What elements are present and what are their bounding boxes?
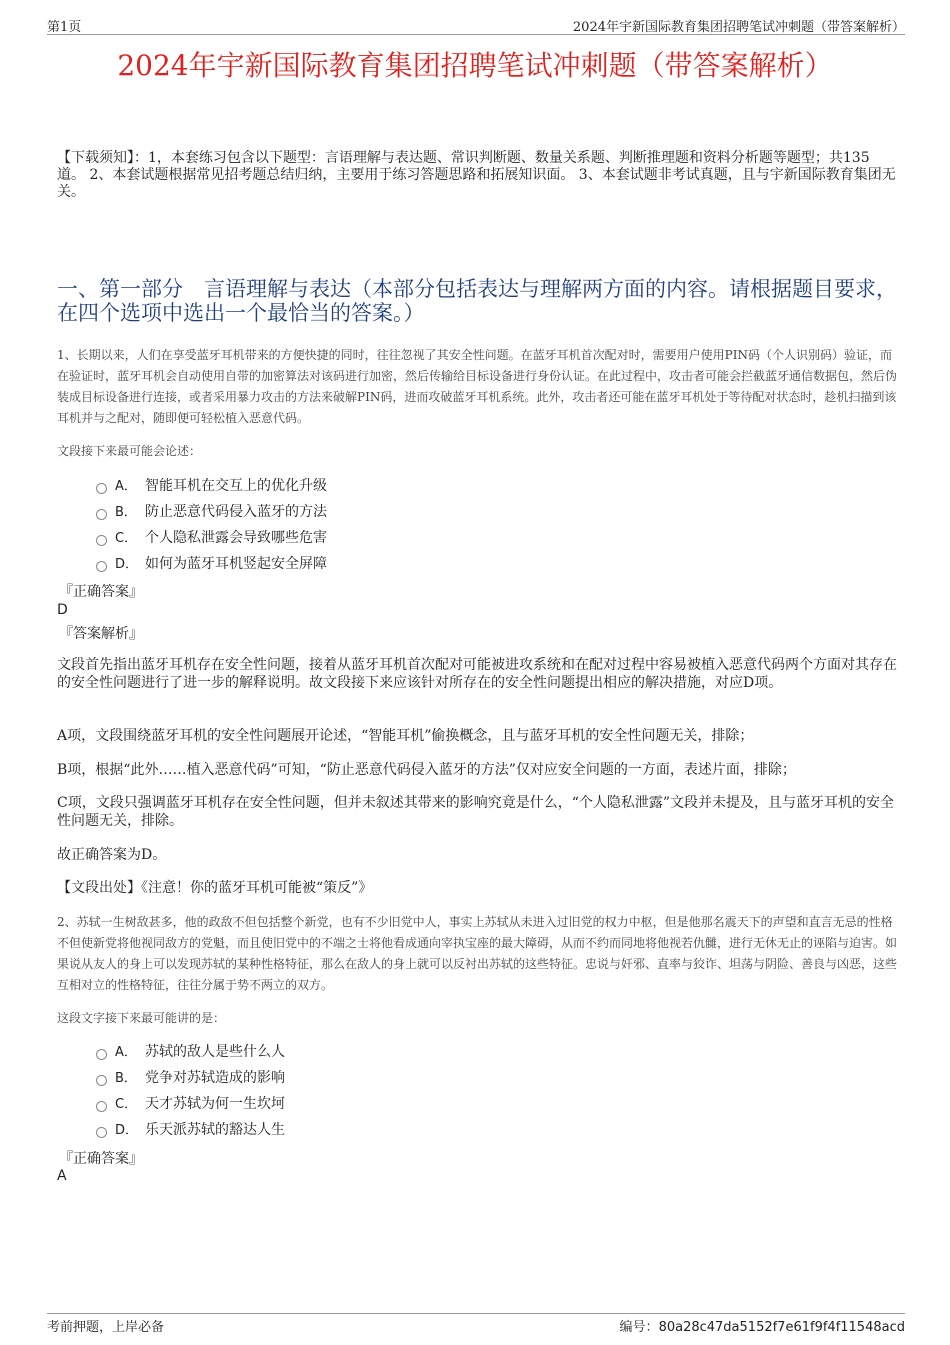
page-number: 第1页: [47, 20, 82, 35]
page-title: 2024年宇新国际教育集团招聘笔试冲刺题（带答案解析）: [117, 49, 833, 82]
question-2-answer-label: 『正确答案』: [59, 1151, 143, 1167]
analysis-paragraph: B项，根据“此外……植入恶意代码”可知，“防止恶意代码侵入蓝牙的方法”仅对应安全问题的一方面，表述片面，排除；: [57, 762, 796, 778]
radio-icon[interactable]: [96, 509, 107, 520]
radio-icon[interactable]: [96, 561, 107, 572]
question-1-prompt: 文段接下来最可能会论述：: [57, 444, 202, 458]
analysis-paragraph: A项，文段围绕蓝牙耳机的安全性问题展开论述，“智能耳机”偷换概念，且与蓝牙耳机的安全性问题无关，排除；: [57, 728, 754, 744]
question-2-option-a[interactable]: A． 苏轼的敌人是些什么人: [96, 1042, 285, 1063]
question-2-option-b[interactable]: B． 党争对苏轼造成的影响: [96, 1068, 285, 1089]
radio-icon[interactable]: [96, 483, 107, 494]
question-2-option-c[interactable]: C． 天才苏轼为何一生坎坷: [96, 1094, 285, 1115]
question-2-answer: A: [57, 1168, 67, 1184]
question-2-text: 2、苏轼一生树敌甚多，他的政敌不但包括整个新党，也有不少旧党中人，事实上苏轼从未进入过旧党的权力中枢，但是他那名震天下的声望和直言无忌的性格不但使新党将他视同敌方的党魁，而且使旧党中的不端之士将他看成通向宰执宝座的最大障碍，从而不约而同地将他视若仇雠，进行无休无止的诬陷与迫害。如果说从友人的身上可以发现苏轼的某种性格特征，那么在敌人的身上就可以反衬出苏轼的这些特征。忠说与奸邪、直率与狡诈、坦荡与阴险、善良与凶恶，这些互相对立的性格特征，往往分属于势不两立的双方。: [57, 915, 898, 992]
header-doc-title: 2024年宇新国际教育集团招聘笔试冲刺题（带答案解析）: [572, 20, 905, 35]
analysis-paragraph: 故正确答案为D。: [57, 847, 167, 863]
download-notice: 【下载须知】：1，本套练习包含以下题型：言语理解与表达题、常识判断题、数量关系题、判断推理题和资料分析题等题型；共135道。 2、本套试题根据常见招考题总结归纳，主要用于练习答题思路和拓展知识面。 3、本套试题非考试真题，且与宇新国际教育集团无关。: [57, 150, 896, 200]
question-2-prompt: 这段文字接下来最可能讲的是：: [57, 1011, 226, 1025]
question-2-option-d[interactable]: D． 乐天派苏轼的豁达人生: [96, 1120, 285, 1141]
question-1-option-a[interactable]: A． 智能耳机在交互上的优化升级: [96, 476, 327, 497]
analysis-paragraph: C项，文段只强调蓝牙耳机存在安全性问题，但并未叙述其带来的影响究竟是什么，“个人隐私泄露”文段并未提及，且与蓝牙耳机的安全性问题无关，排除。: [57, 795, 895, 829]
question-1-answer-label: 『正确答案』: [59, 584, 143, 600]
analysis-paragraph: 文段首先指出蓝牙耳机存在安全性问题，接着从蓝牙耳机首次配对可能被进攻系统和在配对过程中容易被植入恶意代码两个方面对其存在的安全性问题进行了进一步的解释说明。故文段接下来应该针对所存在的安全性问题提出相应的解决措施，对应D项。: [57, 657, 897, 691]
source-citation: 【文段出处】《注意！你的蓝牙耳机可能被“策反”》: [57, 880, 373, 896]
footer-slogan: 考前押题，上岸必备: [47, 1320, 165, 1335]
section-title: 一、第一部分 言语理解与表达（本部分包括表达与理解两方面的内容。请根据题目要求，在四个选项中选出一个最恰当的答案。）: [57, 277, 897, 325]
question-1-option-b[interactable]: B． 防止恶意代码侵入蓝牙的方法: [96, 502, 327, 523]
page-footer: [47, 1313, 905, 1340]
question-1-text: 1、长期以来，人们在享受蓝牙耳机带来的方便快捷的同时，往往忽视了其安全性问题。在蓝牙耳机首次配对时，需要用户使用PIN码（个人识别码）验证，而在验证时，蓝牙耳机会自动使用自带的加密算法对该码进行加密，然后传输给目标设备进行身份认证。在此过程中，攻击者可能会拦截蓝牙通信数据包，然后伪装成目标设备进行连接，或者采用暴力攻击的方法来破解PIN码，进而攻破蓝牙耳机系统。此外，攻击者还可能在蓝牙耳机处于等待配对状态时，趁机扫描到该耳机并与之配对，随即便可轻松植入恶意代码。: [57, 348, 898, 425]
radio-icon[interactable]: [96, 535, 107, 546]
footer-code: 编号：80a28c47da5152f7e61f9f4f11548acd: [619, 1320, 905, 1335]
question-1-option-c[interactable]: C． 个人隐私泄露会导致哪些危害: [96, 528, 327, 549]
radio-icon[interactable]: [96, 1101, 107, 1112]
question-1-analysis-label: 『答案解析』: [59, 626, 143, 642]
page-header: [47, 14, 905, 35]
radio-icon[interactable]: [96, 1127, 107, 1138]
radio-icon[interactable]: [96, 1075, 107, 1086]
question-1-answer: D: [57, 602, 68, 618]
radio-icon[interactable]: [96, 1049, 107, 1060]
question-1-option-d[interactable]: D． 如何为蓝牙耳机竖起安全屏障: [96, 554, 327, 575]
